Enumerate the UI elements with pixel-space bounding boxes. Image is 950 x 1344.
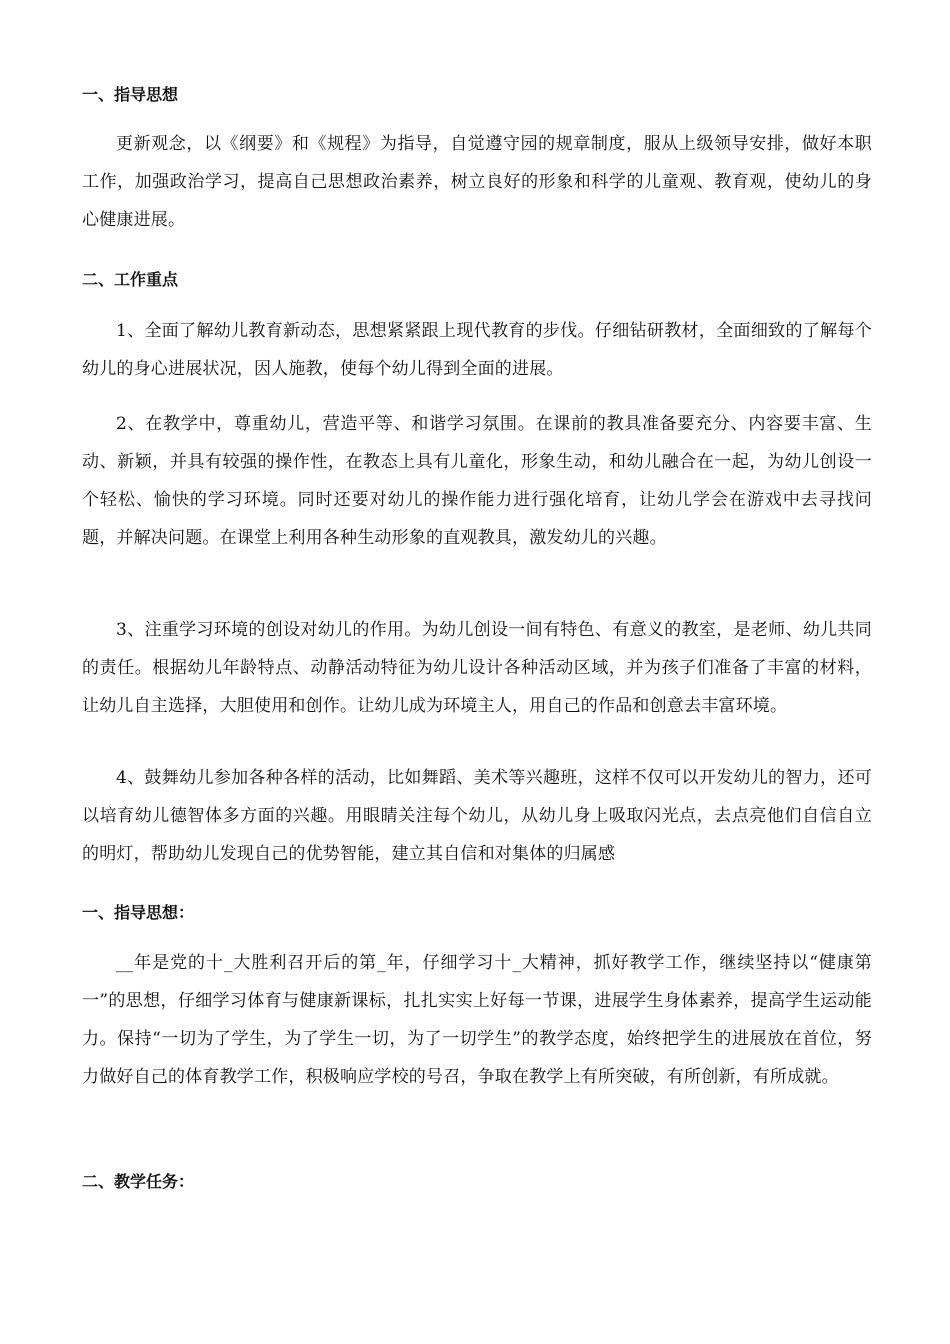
heading-work-focus: 二、工作重点 [82, 270, 179, 289]
paragraph-guiding-thought-2: __年是党的十_大胜利召开后的第_年，仔细学习十_大精神，抓好教学工作，继续坚持以“健康第一”的思想，仔细学习体育与健康新课标，扎扎实实上好每一节课，进展学生身体素养，提高学生运动能力。保持“一切为了学生，为了学生一切，为了一切学生”的教学态度，始终把学生的进展放在首位，努力做好自己的体育教学工作，积极响应学校的号召，争取在教学上有所突破，有所创新，有所成就。 [82, 953, 872, 1087]
paragraph-work-focus-2: 2、在教学中，尊重幼儿，营造平等、和谐学习氛围。在课前的教具准备要充分、内容要丰富、生动、新颖，并具有较强的操作性，在教态上具有儿童化，形象生动，和幼儿融合在一起，为幼儿创设一个轻松、愉快的学习环境。同时还要对幼儿的操作能力进行强化培育，让幼儿学会在游戏中去寻找问题，并解决问题。在课堂上利用各种生动形象的直观教具，激发幼儿的兴趣。 [82, 414, 872, 548]
paragraph-work-focus-4: 4、鼓舞幼儿参加各种各样的活动，比如舞蹈、美术等兴趣班，这样不仅可以开发幼儿的智力，还可以培育幼儿德智体多方面的兴趣。用眼睛关注每个幼儿，从幼儿身上吸取闪光点，去点亮他们自信自立的明灯，帮助幼儿发现自己的优势智能，建立其自信和对集体的归属感 [82, 768, 872, 864]
paragraph-work-focus-1: 1、全面了解幼儿教育新动态，思想紧紧跟上现代教育的步伐。仔细钻研教材，全面细致的了解每个幼儿的身心进展状况，因人施教，使每个幼儿得到全面的进展。 [82, 321, 872, 379]
heading-guiding-thought: 一、指导思想 [82, 85, 179, 104]
heading-guiding-thought-2: 一、指导思想： [82, 903, 195, 922]
paragraph-guiding-thought: 更新观念，以《纲要》和《规程》为指导，自觉遵守园的规章制度，服从上级领导安排，做好本职工作，加强政治学习，提高自己思想政治素养，树立良好的形象和科学的儿童观、教育观，使幼儿的身心健康进展。 [82, 134, 872, 230]
paragraph-work-focus-3: 3、注重学习环境的创设对幼儿的作用。为幼儿创设一间有特色、有意义的教室，是老师、幼儿共同的责任。根据幼儿年龄特点、动静活动特征为幼儿设计各种活动区域，并为孩子们准备了丰富的材料，让幼儿自主选择，大胆使用和创作。让幼儿成为环境主人，用自己的作品和创意去丰富环境。 [82, 620, 872, 716]
heading-teaching-tasks: 二、教学任务： [82, 1172, 195, 1191]
